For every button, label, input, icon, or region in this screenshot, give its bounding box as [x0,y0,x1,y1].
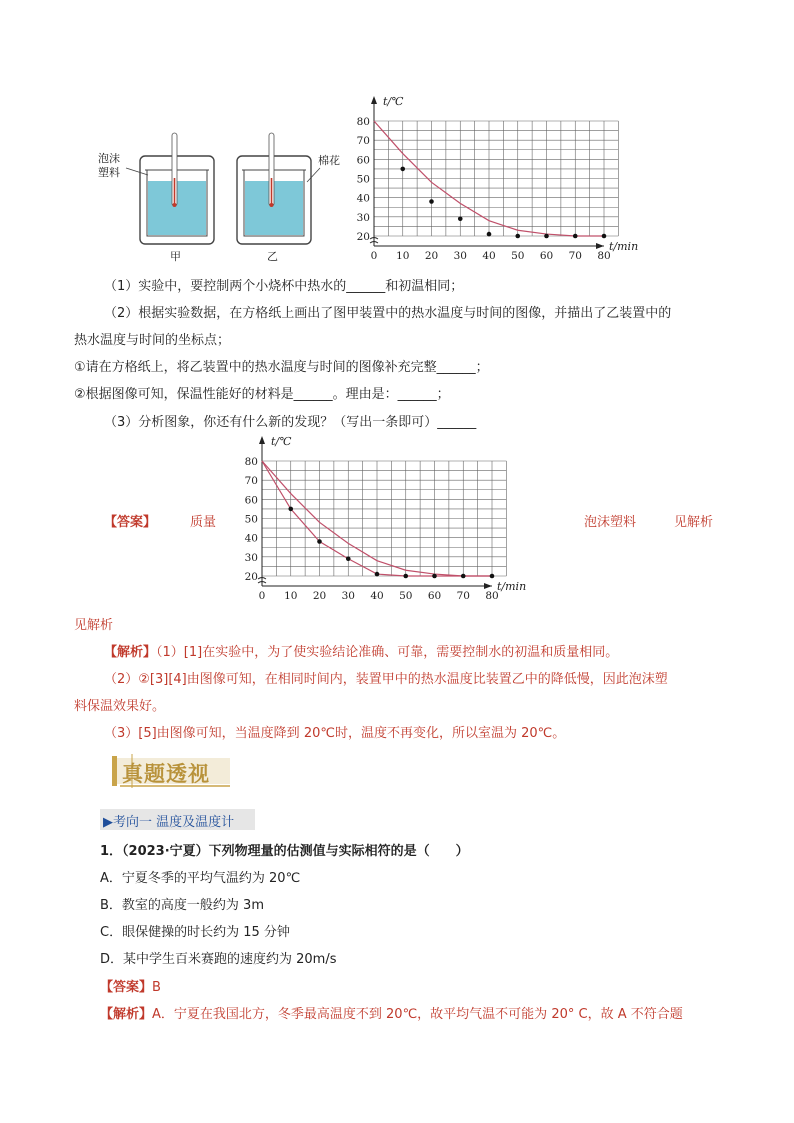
analysis-p3: （3）[5]由图像可知，当温度降到 20℃时，温度不再变化，所以室温为 20℃。 [104,726,566,741]
y-axis-label: t/℃ [271,435,292,448]
question1-option-b: B．教室的高度一般约为 3m [100,898,264,913]
x-tick-label: 80 [597,250,611,262]
data-point-乙 [403,574,408,579]
x-tick-label: 70 [456,590,470,602]
data-point-乙 [490,574,495,579]
question-part1: （1）实验中，要控制两个小烧杯中热水的______和初温相同； [104,279,464,294]
y-tick-label: 80 [244,456,258,468]
question-part2-b: ②根据图像可知，保温性能好的材料是______。理由是：______； [74,387,450,402]
y-tick-label: 50 [244,513,258,526]
foam-label [98,152,120,180]
x-tick-label: 0 [258,590,266,602]
question1-analysis-label: 【解析】 [100,1007,153,1022]
beaker-jia [126,133,214,244]
answer-3: 见解析 [674,515,714,530]
question1-option-c: C．眼保健操的时长约为 15 分钟 [100,925,290,940]
analysis-p1 [104,641,618,660]
question1-answer [100,976,161,995]
x-axis-label: t/min [609,240,639,253]
x-tick-label: 10 [396,250,410,262]
beaker-yi [237,133,320,244]
question-part2-line2: 热水温度与时间的坐标点； [74,333,231,348]
question1-analysis [100,1003,683,1022]
y-tick-label: 30 [244,551,258,564]
data-point-乙 [602,234,607,239]
x-tick-label: 50 [511,250,525,262]
analysis-p1-text: （1）[1]在实验中，为了使实验结论准确、可靠，需要控制水的初温和质量相同。 [156,645,619,660]
analysis-label: 【解析】 [104,645,157,660]
answer-4: 见解析 [74,618,114,633]
y-tick-label: 70 [244,475,258,488]
x-tick-label: 40 [482,250,496,262]
question-part2-a: ①请在方格纸上，将乙装置中的热水温度与时间的图像补充完整______； [74,360,489,375]
topic-label: ▶考向一 温度及温度计 [103,815,235,830]
cotton-label: 棉花 [318,154,340,167]
x-tick-label: 40 [370,590,384,602]
foam-label-line2: 塑料 [98,166,120,179]
question1-option-d: D．某中学生百米赛跑的速度约为 20m/s [100,952,337,967]
y-tick-label: 30 [356,211,370,224]
y-tick-label: 60 [244,494,258,507]
y-axis-label: t/℃ [383,95,404,108]
data-point-乙 [432,574,437,579]
x-axis-arrow [596,243,604,249]
data-point-乙 [375,572,380,577]
x-axis-arrow [484,583,492,589]
y-tick-label: 70 [356,135,370,148]
x-tick-label: 20 [312,590,327,602]
beaker-figure [96,128,346,264]
x-axis-label: t/min [497,580,527,593]
x-tick-label: 30 [453,250,467,262]
y-tick-label: 40 [244,532,258,545]
question1-option-a: A．宁夏冬季的平均气温约为 20℃ [100,871,301,886]
data-point-乙 [400,167,405,172]
beaker-b-caption: 乙 [267,250,278,263]
y-axis-arrow [371,96,377,104]
y-tick-label: 60 [356,154,370,167]
question-part2-line1: （2）根据实验数据，在方格纸上画出了图甲装置中的热水温度与时间的图像，并描出了乙装置中的 [104,306,672,321]
x-tick-label: 70 [568,250,582,262]
x-tick-label: 0 [370,250,378,262]
temperature-chart-answer [240,428,540,612]
data-point-乙 [515,234,520,239]
x-tick-label: 60 [539,250,554,262]
data-point-乙 [429,199,434,204]
data-point-乙 [458,216,463,221]
question1-analysis-text: A．宁夏在我国北方，冬季最高温度不到 20℃，故平均气温不可能为 20° C，故 A 不符合题 [152,1007,683,1022]
answer-label: 【答案】 [104,515,157,530]
answer-2: 泡沫塑料 [584,515,637,530]
data-point-乙 [487,232,492,237]
x-tick-label: 10 [284,590,298,602]
data-point-乙 [317,539,322,544]
x-tick-label: 20 [424,250,439,262]
x-tick-label: 60 [427,590,442,602]
data-point-乙 [544,234,549,239]
question1-stem: 1．（2023·宁夏）下列物理量的估测值与实际相符的是（ ） [100,844,469,859]
x-tick-label: 50 [399,590,413,602]
y-tick-label: 20 [244,571,258,583]
data-point-乙 [461,574,466,579]
answer-1: 质量 [190,515,217,530]
data-point-乙 [346,556,351,561]
y-tick-label: 50 [356,173,370,186]
beaker-a-caption: 甲 [170,250,181,263]
foam-label-line1: 泡沫 [98,152,120,165]
section-title: 真题透视 [122,762,210,786]
data-point-乙 [288,507,293,512]
y-tick-label: 20 [356,231,370,243]
y-axis-arrow [259,436,265,444]
y-tick-label: 40 [356,192,370,205]
question1-answer-label: 【答案】 [100,980,153,995]
data-point-乙 [573,234,578,239]
analysis-p2-line1: （2）②[3][4]由图像可知，在相同时间内，装置甲中的热水温度比装置乙中的降低慢，因此泡沫塑 [104,672,668,687]
temperature-chart-question [352,88,652,272]
x-tick-label: 30 [341,590,355,602]
x-tick-label: 80 [485,590,499,602]
y-tick-label: 80 [356,116,370,128]
question-part3: （3）分析图象，你还有什么新的发现？（写出一条即可）______ [104,415,477,430]
analysis-p2-line2: 料保温效果好。 [74,699,166,714]
question1-answer-value: B [152,980,161,995]
